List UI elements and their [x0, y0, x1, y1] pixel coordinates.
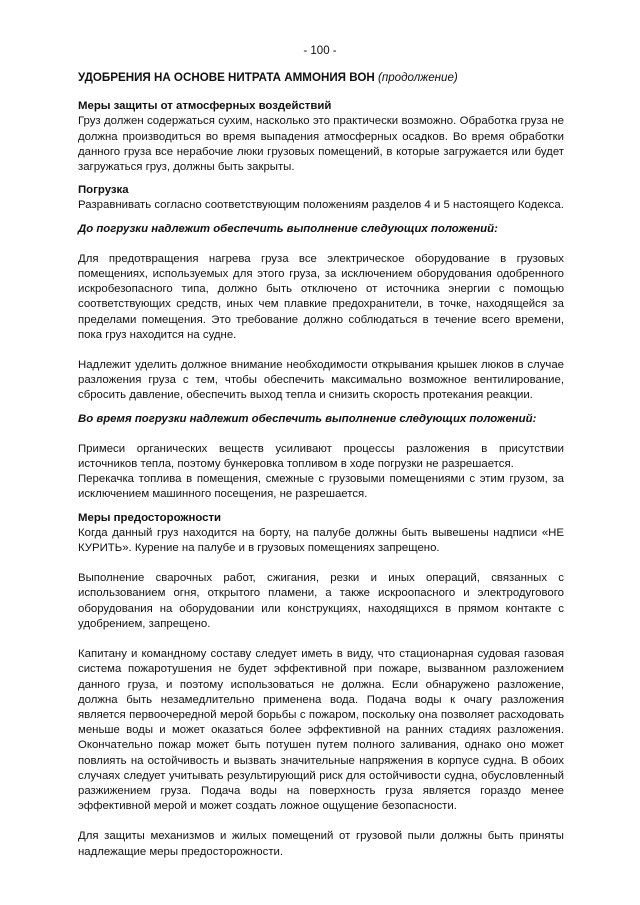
title-continuation: (продолжение)	[377, 71, 458, 84]
precautions-paragraph-2: Выполнение сварочных работ, сжигания, резки и иных операций, связанных с использованием огня, открытого пламени, а также искроопасного и электродугового оборудования на оборудовании или конструкциях, находящихся в прямом контакте с удобрением, запрещено.	[78, 572, 564, 630]
loading-text: Разравнивать согласно соответствующим положениям разделов 4 и 5 настоящего Кодекса.	[78, 199, 564, 212]
title-text: УДОБРЕНИЯ НА ОСНОВЕ НИТРАТА АММОНИЯ ВОН	[78, 71, 375, 84]
weather-text: Груз должен содержаться сухим, насколько это практически возможно. Обработка груза не должна производиться во время выпадения атмосферных осадков. Во время обработки данного груза все нерабочие люки грузовых помещений, в которые загружается или будет загружаться груз, должны быть закрыты.	[78, 115, 564, 174]
before-loading-heading: До погрузки надлежит обеспечить выполнение следующих положений:	[78, 222, 498, 235]
page-number: - 100 -	[303, 45, 337, 57]
during-loading-paragraph-2: Перекачка топлива в помещения, смежные с грузовыми помещениями с этим грузом, за исключением машинного посещения, не разрешается.	[78, 473, 564, 501]
loading-heading: Погрузка	[78, 184, 129, 197]
page-content	[78, 70, 564, 860]
before-loading-paragraph-1: Для предотвращения нагрева груза все электрическое оборудование в грузовых помещениях, используемых для этого груза, за исключением оборудования одобренного искробезопасного типа, должно быть отключено от источника энергии с помощью соответствующих средств, иных чем плавкие предохранители, в точке, находящейся за пределами помещения. Это требование должно соблюдаться в течение всего времени, пока груз находится на судне.	[78, 252, 564, 341]
precautions-heading: Меры предосторожности	[78, 511, 222, 524]
before-loading-paragraph-2: Надлежит уделить должное внимание необходимости открывания крышек люков в случае разложения груза с тем, чтобы обеспечить максимально возможное вентилирование, сбросить давление, обеспечить выход тепла и снизить скорость протекания реакции.	[78, 359, 564, 402]
weather-heading: Меры защиты от атмосферных воздействий	[78, 100, 332, 113]
precautions-paragraph-4: Для защиты механизмов и жилых помещений от грузовой пыли должны быть приняты надлежащие меры предосторожности.	[78, 830, 564, 858]
precautions-paragraph-1: Когда данный груз находится на борту, на палубе должны быть вывешены надписи «НЕ КУРИТЬ». Курение на палубе и в грузовых помещениях запрещено.	[78, 526, 564, 555]
precautions-paragraph-3: Капитану и командному составу следует иметь в виду, что стационарная судовая газовая система пожаротушения не будет эффективной при пожаре, вызванном разложением данного груза, и поэтому использоваться не должна. Если обнаружено разложение, должна быть незамедлительно применена вода. Подача воды к очагу разложения является первоочередной мерой борьбы с пожаром, поскольку она позволяет расходовать меньше воды и может оказаться более эффективной на ранних стадиях разложения. Окончательно пожар может быть потушен путем полного заливания, однако оно может повлиять на остойчивость и вызвать значительные напряжения в корпусе судна. В обоих случаях следует учитывать результирующий риск для остойчивости судна, обусловленный разжижением груза. Подача воды на поверхность груза является гораздо менее эффективной мерой и может создать ложное ощущение безопасности.	[78, 648, 564, 813]
page-title	[78, 70, 564, 85]
during-loading-heading: Во время погрузки надлежит обеспечить выполнение следующих положений:	[78, 412, 537, 425]
during-loading-paragraph-1: Примеси органических веществ усиливают процессы разложения в присутствии источников тепла, поэтому бункеровка топливом в ходе погрузки не разрешается.	[78, 442, 564, 471]
